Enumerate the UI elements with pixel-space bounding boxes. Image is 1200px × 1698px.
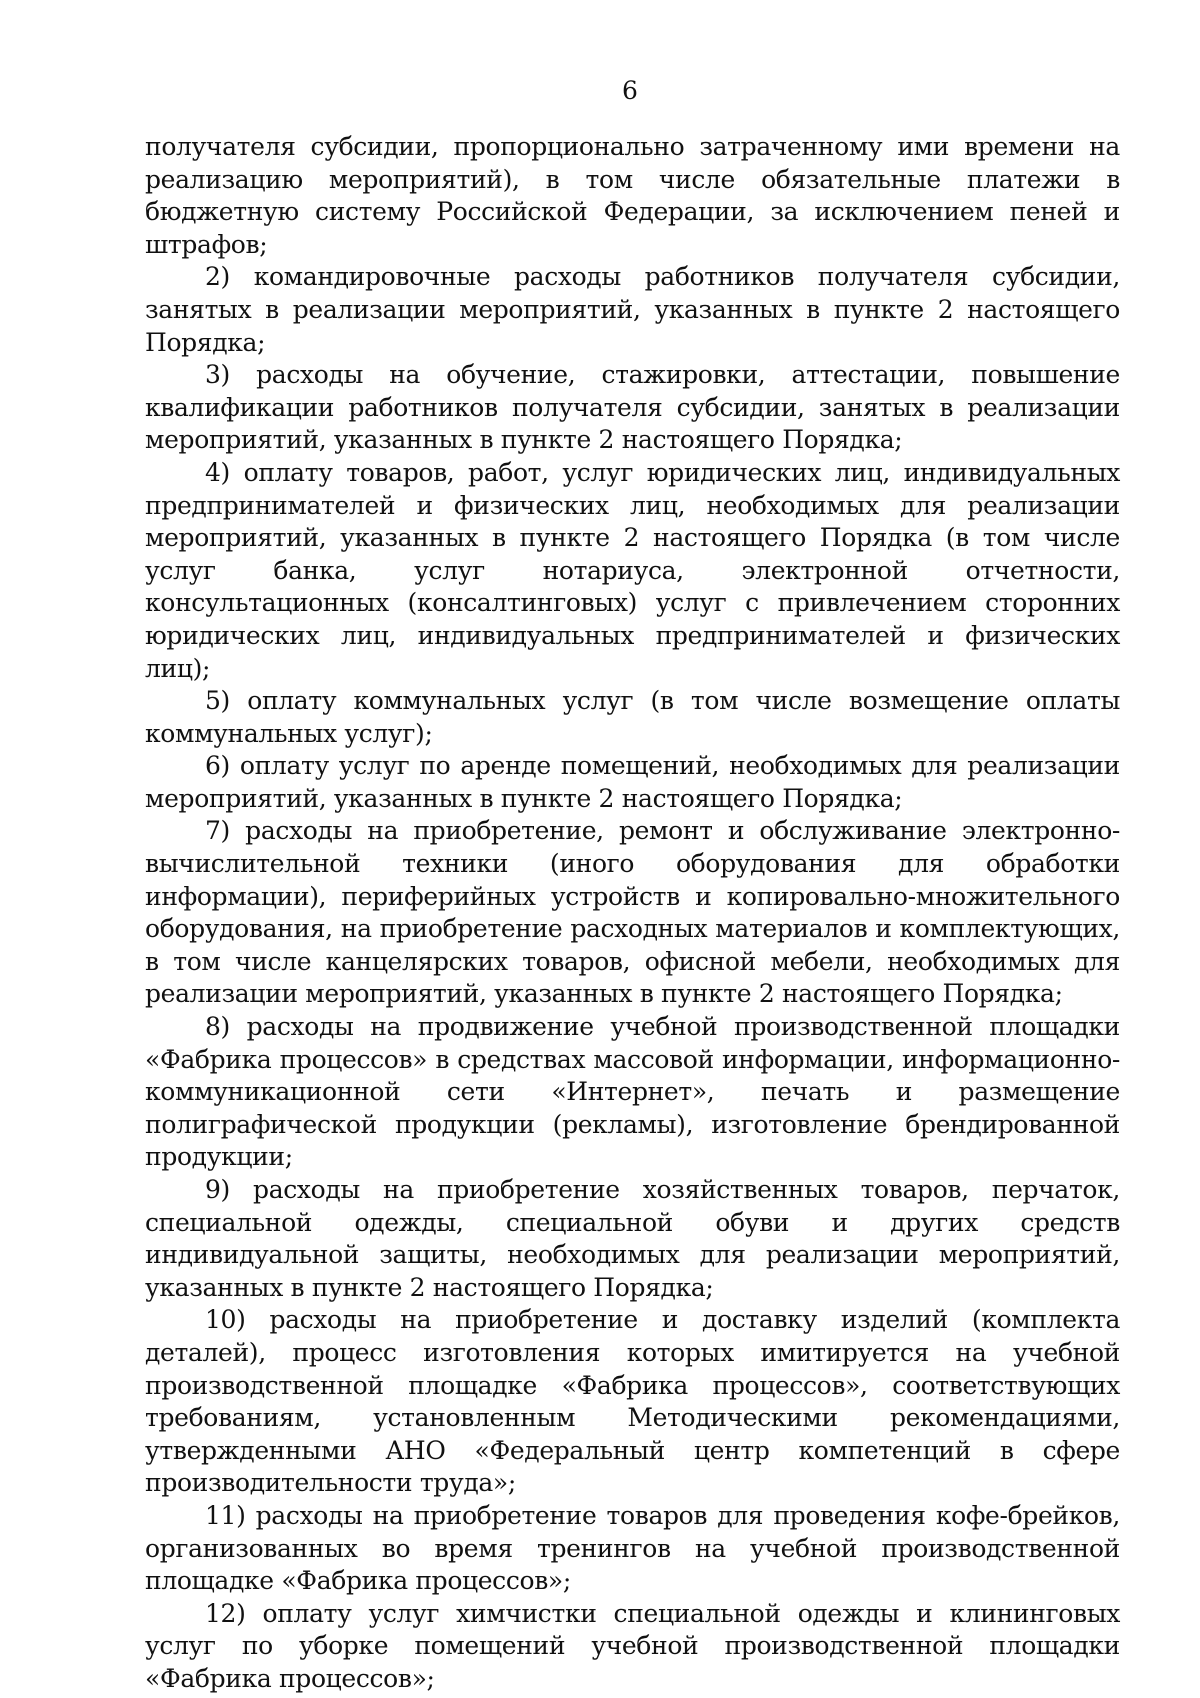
document-body — [145, 131, 1120, 1696]
list-item-6: 6) оплату услуг по аренде помещений, необходимых для реализации мероприятий, указанных в пункте 2 настоящего Порядка; — [145, 751, 1120, 813]
list-item-8: 8) расходы на продвижение учебной производственной площадки «Фабрика процессов» в средствах массовой информации, информационно-коммуникационной сети «Интернет», печать и размещение полиграфической продукции (рекламы), изготовление брендированной продукции; — [145, 1012, 1120, 1172]
paragraph-continuation: получателя субсидии, пропорционально затраченному ими времени на реализацию мероприятий), в том числе обязательные платежи в бюджетную систему Российской Федерации, за исключением пеней и штрафов; — [145, 132, 1120, 259]
list-item-3: 3) расходы на обучение, стажировки, аттестации, повышение квалификации работников получателя субсидии, занятых в реализации мероприятий, указанных в пункте 2 настоящего Порядка; — [145, 360, 1120, 455]
list-item-7: 7) расходы на приобретение, ремонт и обслуживание электронно-вычислительной техники (иного оборудования для обработки информации), периферийных устройств и копировально-множительного оборудования, на приобретение расходных материалов и комплектующих, в том числе канцелярских товаров, офисной мебели, необходимых для реализации мероприятий, указанных в пункте 2 настоящего Порядка; — [145, 816, 1120, 1009]
list-item-9: 9) расходы на приобретение хозяйственных товаров, перчаток, специальной одежды, специальной обуви и других средств индивидуальной защиты, необходимых для реализации мероприятий, указанных в пункте 2 настоящего Порядка; — [145, 1175, 1120, 1302]
list-item-11: 11) расходы на приобретение товаров для проведения кофе-брейков, организованных во время тренингов на учебной производственной площадке «Фабрика процессов»; — [145, 1500, 1120, 1596]
page-number: 6 — [622, 76, 638, 105]
list-item-12: 12) оплату услуг химчистки специальной одежды и клининговых услуг по уборке помещений учебной производственной площадки «Фабрика процессов»; — [145, 1598, 1120, 1693]
list-item-2: 2) командировочные расходы работников получателя субсидии, занятых в реализации мероприятий, указанных в пункте 2 настоящего Порядка; — [145, 262, 1120, 357]
list-item-4: 4) оплату товаров, работ, услуг юридических лиц, индивидуальных предпринимателей и физических лиц, необходимых для реализации мероприятий, указанных в пункте 2 настоящего Порядка (в том числе услуг банка, услуг нотариуса, электронной отчетности, консультационных (консалтинговых) услуг с привлечением сторонних юридических лиц, индивидуальных предпринимателей и физических лиц); — [145, 457, 1120, 683]
list-item-5: 5) оплату коммунальных услуг (в том числе возмещение оплаты коммунальных услуг); — [145, 686, 1120, 748]
list-item-10: 10) расходы на приобретение и доставку изделий (комплекта деталей), процесс изготовления которых имитируется на учебной производственной площадке «Фабрика процессов», соответствующих требованиям, установленным Методическими рекомендациями, утвержденными АНО «Федеральный центр компетенций в сфере производительности труда»; — [145, 1305, 1120, 1498]
